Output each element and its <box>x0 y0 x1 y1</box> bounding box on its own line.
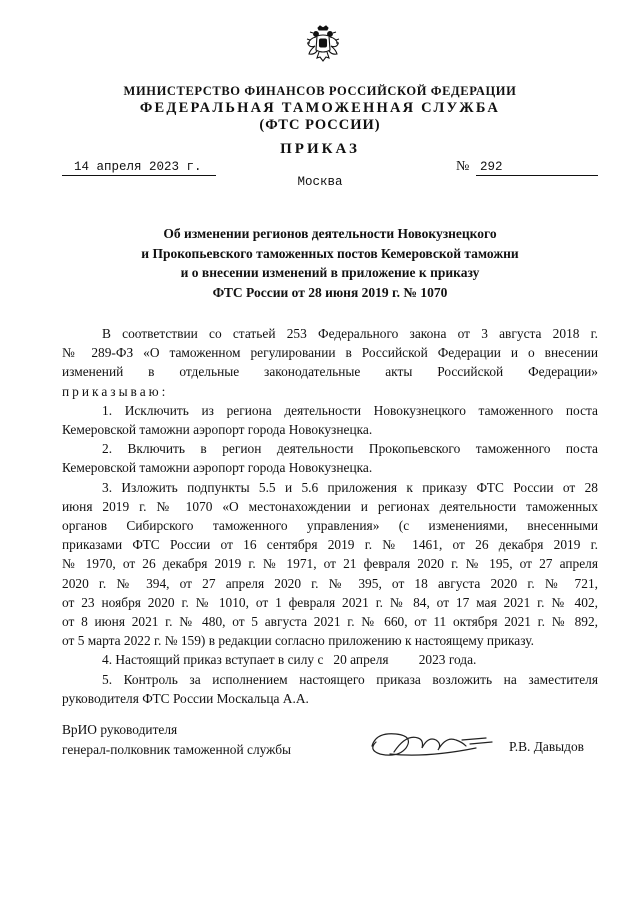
preamble-line: В соответствии со статьей 253 Федерального закона от 3 августа 2018 г. <box>102 326 598 341</box>
item-1-line: 1. Исключить из региона деятельности Новокузнецкого таможенного поста <box>102 402 598 418</box>
item-3-line: июня 2019 г. № 1070 «О местонахождении и регионах деятельности таможенных <box>62 498 598 514</box>
position-line: генерал-полковник таможенной службы <box>62 741 292 757</box>
order-number: 292 <box>476 160 598 176</box>
signatory-position <box>62 720 291 759</box>
document-type: ПРИКАЗ <box>280 141 360 157</box>
number-label: № <box>456 159 470 174</box>
service-abbr: (ФТС РОССИИ) <box>259 117 381 133</box>
order-date: 14 апреля 2023 г. <box>62 160 216 176</box>
order-title <box>60 224 600 302</box>
item-1-line: Кемеровской таможни аэропорт города Новокузнецка. <box>62 422 373 438</box>
preamble-line: изменений в отдельные законодательные акты Российской Федерации» <box>62 364 598 380</box>
order-body <box>62 324 598 708</box>
item-3-line: 3. Изложить подпункты 5.5 и 5.6 приложения к приказу ФТС России от 28 <box>102 479 598 495</box>
title-line: и о внесении изменений в приложение к приказу <box>180 265 480 280</box>
item-3-line: № 1970, от 26 декабря 2019 г. № 1971, от 21 февраля 2020 г. № 195, от 27 апреля <box>62 556 598 572</box>
ministry-heading: МИНИСТЕРСТВО ФИНАНСОВ РОССИЙСКОЙ ФЕДЕРАЦИИ <box>123 84 517 98</box>
item-3-line: органов Сибирского таможенного управления» (с изменениями, внесенными <box>62 518 598 534</box>
title-line: ФТС России от 28 июня 2019 г. № 1070 <box>212 284 448 300</box>
signatory-name: Р.В. Давыдов <box>509 739 584 754</box>
title-line: и Прокопьевского таможенных постов Кемеровской таможни <box>141 245 519 261</box>
order-word: приказываю: <box>62 383 169 399</box>
item-2-line: 2. Включить в регион деятельности Прокопьевского таможенного поста <box>102 441 598 457</box>
service-heading: ФЕДЕРАЛЬНАЯ ТАМОЖЕННАЯ СЛУЖБА <box>139 100 501 116</box>
preamble-line: № 289-ФЗ «О таможенном регулировании в Российской Федерации и о внесении <box>62 345 598 361</box>
city: Москва <box>297 175 343 189</box>
item-3-line: от 23 ноября 2020 г. № 1010, от 1 февраля 2021 г. № 84, от 17 мая 2021 г. № 402, <box>62 594 598 610</box>
item-3-line: от 5 марта 2022 г. № 159) в редакции согласно приложению к настоящему приказу. <box>62 633 534 649</box>
position-line: ВрИО руководителя <box>62 722 178 737</box>
item-4: 4. Настоящий приказ вступает в силу с 20 апреля 2023 года. <box>102 652 477 668</box>
coat-of-arms-icon <box>306 24 340 64</box>
item-3-line: от 8 июня 2021 г. № 480, от 5 августа 2021 г. № 660, от 11 октября 2021 г. № 892, <box>62 614 598 630</box>
item-2-line: Кемеровской таможни аэропорт города Новокузнецка. <box>62 460 373 476</box>
item-3-line: приказами ФТС России от 16 сентября 2019 г. № 1461, от 26 декабря 2019 г. <box>62 537 598 553</box>
item-5-line: 5. Контроль за исполнением настоящего приказа возложить на заместителя <box>102 671 598 687</box>
item-3-line: 2020 г. № 394, от 27 апреля 2020 г. № 395, от 18 августа 2020 г. № 721, <box>62 575 598 591</box>
handwritten-signature-icon <box>366 724 506 764</box>
title-line: Об изменении регионов деятельности Новокузнецкого <box>163 226 497 241</box>
item-5-line: руководителя ФТС России Москальца А.А. <box>62 690 309 706</box>
